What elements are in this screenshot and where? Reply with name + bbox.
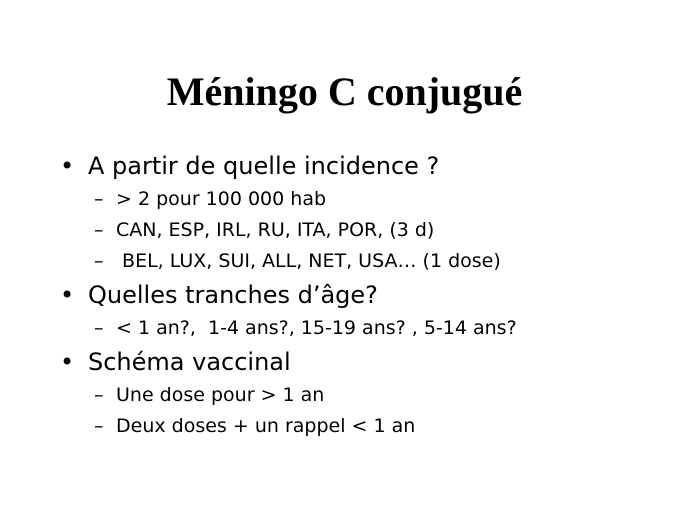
sub-item (58, 313, 678, 344)
sub-item-text: CAN, ESP, IRL, RU, ITA, POR, (3 d) (116, 219, 435, 241)
bullet-icon: • (60, 281, 75, 309)
dash-icon: – (94, 219, 104, 241)
sub-item (58, 246, 678, 277)
dash-icon: – (94, 415, 104, 437)
bullet-text: Schéma vaccinal (88, 348, 291, 376)
bullet-item-incidence (58, 148, 678, 184)
sub-item-text: Deux doses + un rappel < 1 an (116, 415, 416, 437)
bullet-text: A partir de quelle incidence ? (88, 152, 440, 180)
dash-icon: – (94, 317, 104, 339)
bullet-icon: • (60, 152, 75, 180)
sub-item (58, 215, 678, 246)
sub-item-text: Une dose pour > 1 an (116, 384, 325, 406)
dash-icon: – (94, 188, 104, 210)
sub-item-text: < 1 an?, 1-4 ans?, 15-19 ans? , 5-14 ans? (116, 317, 517, 339)
sub-item-text: BEL, LUX, SUI, ALL, NET, USA… (1 dose) (116, 250, 501, 272)
sub-item (58, 380, 678, 411)
slide-title: Méningo C conjugué (166, 69, 523, 114)
dash-icon: – (94, 384, 104, 406)
bullet-list (58, 148, 678, 442)
dash-icon: – (94, 250, 104, 272)
sub-item-text: > 2 pour 100 000 hab (116, 188, 327, 210)
sub-item (58, 184, 678, 215)
slide-content (58, 148, 678, 442)
bullet-item-schedule (58, 344, 678, 380)
bullet-item-age-groups (58, 277, 678, 313)
bullet-icon: • (60, 348, 75, 376)
sub-item (58, 411, 678, 442)
bullet-text: Quelles tranches d’âge? (88, 281, 378, 309)
